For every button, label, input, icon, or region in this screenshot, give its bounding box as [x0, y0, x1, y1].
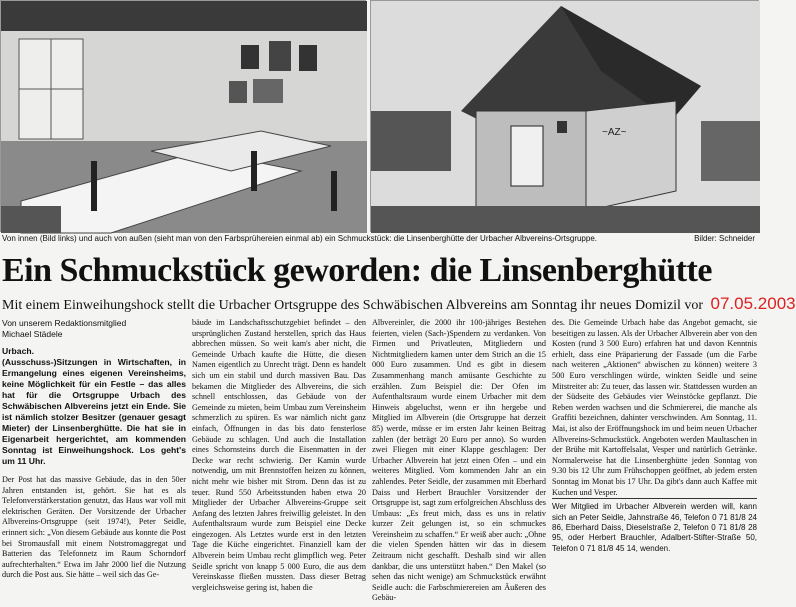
- membership-info: Wer Mitglied im Urbacher Albverein werden will, kann sich an Peter Seidle, Jahnstraße 46, Telefon 0 71 81/8 24 86, Eberhard Daiss, Dieselstraße 2, Telefon 0 71 81/8 28 95, oder Herbert Brauchler, Adalbert-Stifter-Straße 50, Telefon 0 71 81/8 45 14, wenden.: [552, 498, 757, 554]
- hut-illustration: [371, 1, 760, 233]
- article-column-4: [552, 318, 757, 607]
- photo-credit: Bilder: Schneider: [694, 234, 755, 243]
- byline-role: Von unserem Redaktionsmitglied: [2, 318, 127, 328]
- headline: Ein Schmuckstück geworden: die Linsenberghütte: [2, 252, 712, 289]
- date-stamp: 07.05.2003: [710, 294, 796, 313]
- interior-illustration: [1, 1, 367, 233]
- graffiti-text: ~AZ~: [602, 127, 627, 138]
- subheadline-text: Mit einem Einweihungshock stellt die Urbacher Ortsgruppe des Schwäbischen Albvereins am Sonntag ihr neues Domizil vor: [2, 298, 704, 313]
- article-lead: [2, 346, 186, 467]
- article-column-1: [2, 346, 186, 607]
- lead-text: (Ausschuss-)Sitzungen in Wirtschaften, in Ermangelung eines eigenen Vereinsheims, keine Möglichkeit für ein Festle – das alles hat für die Ortsgruppe Urbach des Schwäbischen Albvereins jetzt ein Ende. Sie ist nämlich stolzer Besitzer (genauer gesagt Mieter) der Linsenberghütte. Die hat sie in Eigenarbeit hergerichtet, am kommenden Sonntag ist Einweihungshock. Los geht's um 11 Uhr.: [2, 357, 186, 466]
- dateline: Urbach.: [2, 346, 34, 356]
- byline-author: Michael Städele: [2, 329, 63, 339]
- caption-text: Von innen (Bild links) und auch von außen (sieht man von den Farbsprühereien einmal ab) ein Schmuckstück: die Linsenberghütte der Urbacher Albvereins-Ortsgruppe.: [2, 234, 597, 243]
- column-1-body: Der Post hat das massive Gebäude, das in den 50er Jahren entstanden ist, gehört. Sie hat es als Telefonverstärkerstation genutzt, das Haus war voll mit elektrischen Geräten. Der Vorsitzende der Urbacher Albvereins-Ortsgruppe (seit 1974!), Peter Seidle, erinnert sich: „Von diesem Gebäude aus konnte die Post bei Stromausfall mit einem Notstromaggregat und Batterien das Telefonnetz im Raum Schorndorf aufrechterhalten.“ Etwa im Jahr 2000 lief die Nutzung durch die Post aus. Sie hätte – weil sich das Ge-: [2, 475, 186, 580]
- column-3-body: Albvereinler, die 2000 ihr 100-jähriges Bestehen feierten, vielen (Sach-)Spendern zu verdanken. Von Firmen und Privatleuten, Mitgliedern und Nichtmitgliedern kamen unter dem Strich an die 15 000 Euro zusammen. Und es gibt in diesem Zusammenhang manch amüsante Geschichte zu erzählen. Zum Beispiel die: Der Ofen im Aufenthaltsraum wurde einem Urbacher mit dem Hinweis abgeluchst, wenn er ihn hergebe und Mitglied im Albverein (die Ortsgruppe hat derzeit 85) werde, müsse er im ersten Jahr keinen Beitrag zahlen (der beträgt 20 Euro per anno). So wurden zwei Fliegen mit einer Klappe geschlagen: Der Urbacher Albverein hat jetzt einen Ofen – und ein weiteres Mitglied. Vom kommenden Jahr an ein zahlendes. Peter Seidle, der zusammen mit Eberhard Daiss und Herbert Brauchler Vorsitzender der Ortsgruppe ist, sagt zum erfolgreichen Abschluss des Umbaus: „Es freut mich, dass es uns in relativ kurzer Zeit gelungen ist, so ein schmuckes Vereinsheim zu schaffen.“ Er weiß aber auch: „Ohne die vielen Spenden hätten wir das in diesem Zeitraum nicht geschafft. Deshalb sind wir allen dankbar, die uns unterstützt haben.“ Den Makel (so sehen das nicht wenige) am Schmuckstück erwähnt Seidle auch: die Farbschmierereien am Äußeren des Gebäu-: [372, 318, 546, 603]
- column-2-body: bäude im Landschaftsschutzgebiet befindet – den ursprünglichen Zustand herstellen, sprich das Haus abbrechen müssen. So weit kam's aber nicht, die Gemeinde Urbach kaufte die Hütte, die diesen Namen eigentlich zu Unrecht trägt. Denn es handelt sich um ein stabil und durch massiven Bau. Das bekamen die Mitglieder des Albvereins, die sich schnell entschlossen, das Gebäude von der Gemeinde zu mieten, beim Umbau zum Vereinsheim schmerzlich zu spüren. Es war nämlich nicht ganz einfach, Öffnungen in das bis dato fensterlose Gebäude zu schlagen. Und auch die Installation eines Schornsteins durch die Eisenmatten in der Decke war recht schwierig. Der Kamin wurde notwendig, um mit Brennstoffen heizen zu können, nicht mehr wie bisher mit Strom. Denn das ist zu teuer. Rund 550 Arbeitsstunden haben etwa 20 Mitglieder der Urbacher Albvereins-Gruppe seit Anfang des letzten Jahres freiwillig geleistet. In den Aufenthaltsraum wurde zum Beispiel eine Decke eingezogen. Als Letztes wurde erst in den letzten Tage die Küche eingerichtet. Finanziell kam der Albverein beim Umbau recht glimpflich weg. Peter Seidle spricht von knapp 5 000 Euro, die aus dem Vereinskasse fließen mussten. Dass dieser Betrag vergleichsweise gering ist, haben die: [192, 318, 366, 592]
- article-column-3: [372, 318, 546, 607]
- column-4-body: des. Die Gemeinde Urbach habe das Angebot gemacht, sie beseitigen zu lassen. Als der Urbacher Albverein aber von den Kosten (rund 3 500 Euro) erfahren hat und davon Kenntnis erhielt, dass eine Präparierung der Fassade (um die Farbe nach weiteren „Aktionen“ abwischen zu können) weitere 3 500 Euro verschlingen würde, winkten Seidle und seine Mitstreiter ab: Zu teuer, das lassen wir. Stattdessen wurden an der Südseite des Gebäudes vier Weinstöcke gepflanzt. Die Reben werden wachsen und die Schmiererei, die manche als Graffiti bezeichnen, dahinter verschwinden. Am Sonntag, 11. Mai, ist also der Eröffnungshock im und beim neuen Urbacher Albvereins-Schmuckstück. Angeboten werden Maultaschen in der Brühe mit Kartoffelsalat, Vesper und natürlich Getränke. Normalerweise hat die Linsenberghütte jeden Sonntag von 9.30 bis 12 Uhr zum Frühschoppen geöffnet, ab jedem ersten Sonntag im Monat bis 17 Uhr. Da gibt's dann auch Kaffee mit Kuchen und Vesper.: [552, 318, 757, 497]
- photo-caption: [2, 234, 757, 246]
- article-column-2: [192, 318, 366, 607]
- photo-exterior: [370, 0, 759, 232]
- subheadline: [2, 294, 796, 314]
- byline: [2, 318, 126, 340]
- photo-interior: [0, 0, 366, 232]
